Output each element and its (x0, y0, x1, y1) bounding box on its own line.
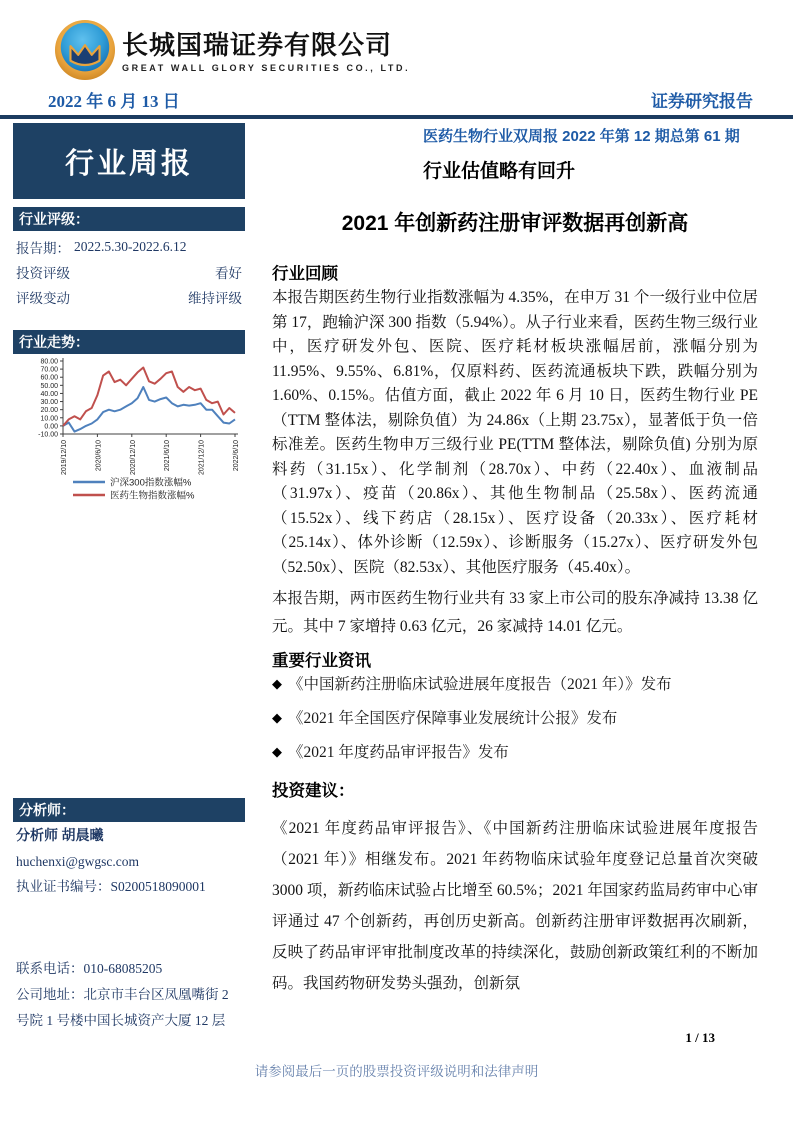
analyst-license: 执业证书编号：S0200518090001 (16, 879, 206, 894)
main-content (272, 123, 758, 999)
holdings-paragraph: 本报告期，两市医药生物行业共有 33 家上市公司的股东净减持 13.38 亿元。其中 7 家增持 0.63 亿元，26 家减持 14.01 亿元。 (272, 590, 758, 635)
page-number: 1 / 13 (685, 1030, 715, 1045)
report-period-value: 2022.5.30-2022.6.12 (74, 238, 187, 254)
list-item (272, 675, 758, 695)
industry-review-heading: 行业回顾 (272, 265, 338, 283)
svg-text:沪深300指数涨幅%: 沪深300指数涨幅% (110, 477, 192, 489)
analyst-info (13, 824, 245, 899)
news-item-text: 《2021 年度药品审评报告》发布 (288, 744, 509, 761)
report-period-label: 报告期： (16, 240, 70, 256)
company-name-block (122, 30, 410, 73)
diamond-bullet-icon: ◆ (272, 711, 282, 726)
company-logo-icon (54, 19, 116, 81)
svg-text:20.00: 20.00 (40, 407, 58, 415)
sidebar (13, 123, 245, 1034)
investment-rating-label: 投资评级 (16, 265, 70, 281)
diamond-bullet-icon: ◆ (272, 745, 282, 760)
rating-rows (13, 234, 245, 309)
analyst-email: huchenxi@gwgsc.com (16, 854, 140, 869)
report-kind-box: 行业周报 (13, 123, 245, 199)
svg-text:2019/12/10: 2019/12/10 (61, 440, 68, 476)
contact-phone: 联系电话：010-68085205 (16, 961, 163, 976)
news-item-text: 《2021 年全国医疗保障事业发展统计公报》发布 (288, 710, 618, 727)
industry-rating-header: 行业评级： (13, 207, 245, 231)
report-title: 2021 年创新药注册审评数据再创新高 (341, 212, 689, 235)
svg-text:50.00: 50.00 (40, 382, 58, 390)
industry-news-heading: 重要行业资讯 (272, 652, 371, 670)
report-date: 2022 年 6 月 13 日 (48, 92, 180, 111)
rating-change-value: 维持评级 (188, 290, 242, 306)
industry-trend-header: 行业走势： (13, 330, 245, 354)
industry-news-list (272, 675, 758, 763)
investment-advice-paragraph: 《2021 年度药品审评报告》、《中国新药注册临床试验进展年度报告（2021 年）》相继发布。2021 年药物临床试验年度登记总量首次突破 3000 项，新药临床试验占比增至 60.5%；2021 年国家药监局药审中心审评通过 47 个创新药，再创历史新高。创新药注册审评数据再次刷新，反映了药品审评审批制度改革的持续深化，鼓励创新政策红利的不断加码。我国药物研发势头强劲，创新氛 (272, 820, 758, 992)
svg-text:2021/6/10: 2021/6/10 (164, 440, 172, 472)
contact-info (13, 956, 245, 1034)
industry-review-paragraph: 本报告期医药生物行业指数涨幅为 4.35%，在申万 31 个一级行业中位居第 17，跑输沪深 300 指数（5.94%）。从子行业来看，医药生物三级行业中，医疗研发外包、医院、医疗耗材板块涨幅居前，涨幅分别为 11.95%、9.55%、6.81%，仅原料药、医药流通板块下跌，跌幅分别为 1.60%、0.15%。估值方面，截止 2022 年 6 月 10 日，医药生物行业 PE（TTM 整体法，剔除负值）为 24.86x（上期 23.75x），显著低于负一倍标准差。医药生物申万三级行业 PE(TTM 整体法，剔除负值) 分别为原料药（31.15x）、化学制剂（28.70x）、中药（22.40x）、血液制品（31.97x）、疫苗（20.86x）、其他生物制品（25.58x）、医药流通（15.52x）、线下药店（28.15x）、医疗设备（20.33x）、医疗耗材（25.14x）、体外诊断（12.59x）、诊断服务（15.27x）、医疗研发外包（52.50x）、医院（82.53x）、其他医疗服务（45.40x）。 (272, 289, 758, 576)
issue-line: 医药生物行业双周报 2022 年第 12 期总第 61 期 (423, 128, 740, 145)
investment-rating-row (13, 259, 245, 284)
svg-text:2021/12/10: 2021/12/10 (198, 440, 206, 476)
industry-trend-chart (13, 356, 245, 508)
svg-text:80.00: 80.00 (40, 358, 58, 366)
footer-disclaimer: 请参阅最后一页的股票投资评级说明和法律声明 (254, 1064, 539, 1079)
svg-text:70.00: 70.00 (40, 366, 58, 374)
svg-text:60.00: 60.00 (40, 374, 58, 382)
list-item (272, 709, 758, 729)
header-divider (0, 115, 793, 119)
company-name-en: GREAT WALL GLORY SECURITIES CO., LTD. (122, 63, 411, 73)
analyst-header: 分析师： (13, 798, 245, 822)
investment-advice-heading: 投资建议： (272, 782, 355, 800)
company-name-cn: 长城国瑞证券有限公司 (122, 30, 393, 60)
list-item (272, 743, 758, 763)
svg-text:10.00: 10.00 (40, 415, 58, 423)
svg-text:40.00: 40.00 (40, 390, 58, 398)
rating-change-label: 评级变动 (16, 290, 70, 306)
svg-text:医药生物指数涨幅%: 医药生物指数涨幅% (110, 490, 195, 502)
news-item-text: 《中国新药注册临床试验进展年度报告（2021 年）》发布 (288, 676, 672, 693)
investment-rating-value: 看好 (215, 265, 242, 281)
svg-text:-10.00: -10.00 (38, 431, 58, 439)
rating-change-row (13, 284, 245, 309)
company-address: 公司地址：北京市丰台区凤凰嘴街 2 号院 1 号楼中国长城资产大厦 12 层 (16, 987, 229, 1028)
report-period-row (13, 234, 245, 259)
report-type-label: 证券研究报告 (651, 92, 753, 111)
report-subtitle: 行业估值略有回升 (423, 161, 576, 182)
analyst-name: 分析师 胡晨曦 (16, 829, 104, 844)
svg-text:2020/6/10: 2020/6/10 (95, 440, 103, 472)
svg-text:2022/6/10: 2022/6/10 (233, 440, 240, 472)
svg-text:30.00: 30.00 (40, 399, 58, 407)
svg-text:2020/12/10: 2020/12/10 (129, 440, 137, 476)
svg-text:0.00: 0.00 (44, 423, 58, 431)
diamond-bullet-icon: ◆ (272, 677, 282, 692)
